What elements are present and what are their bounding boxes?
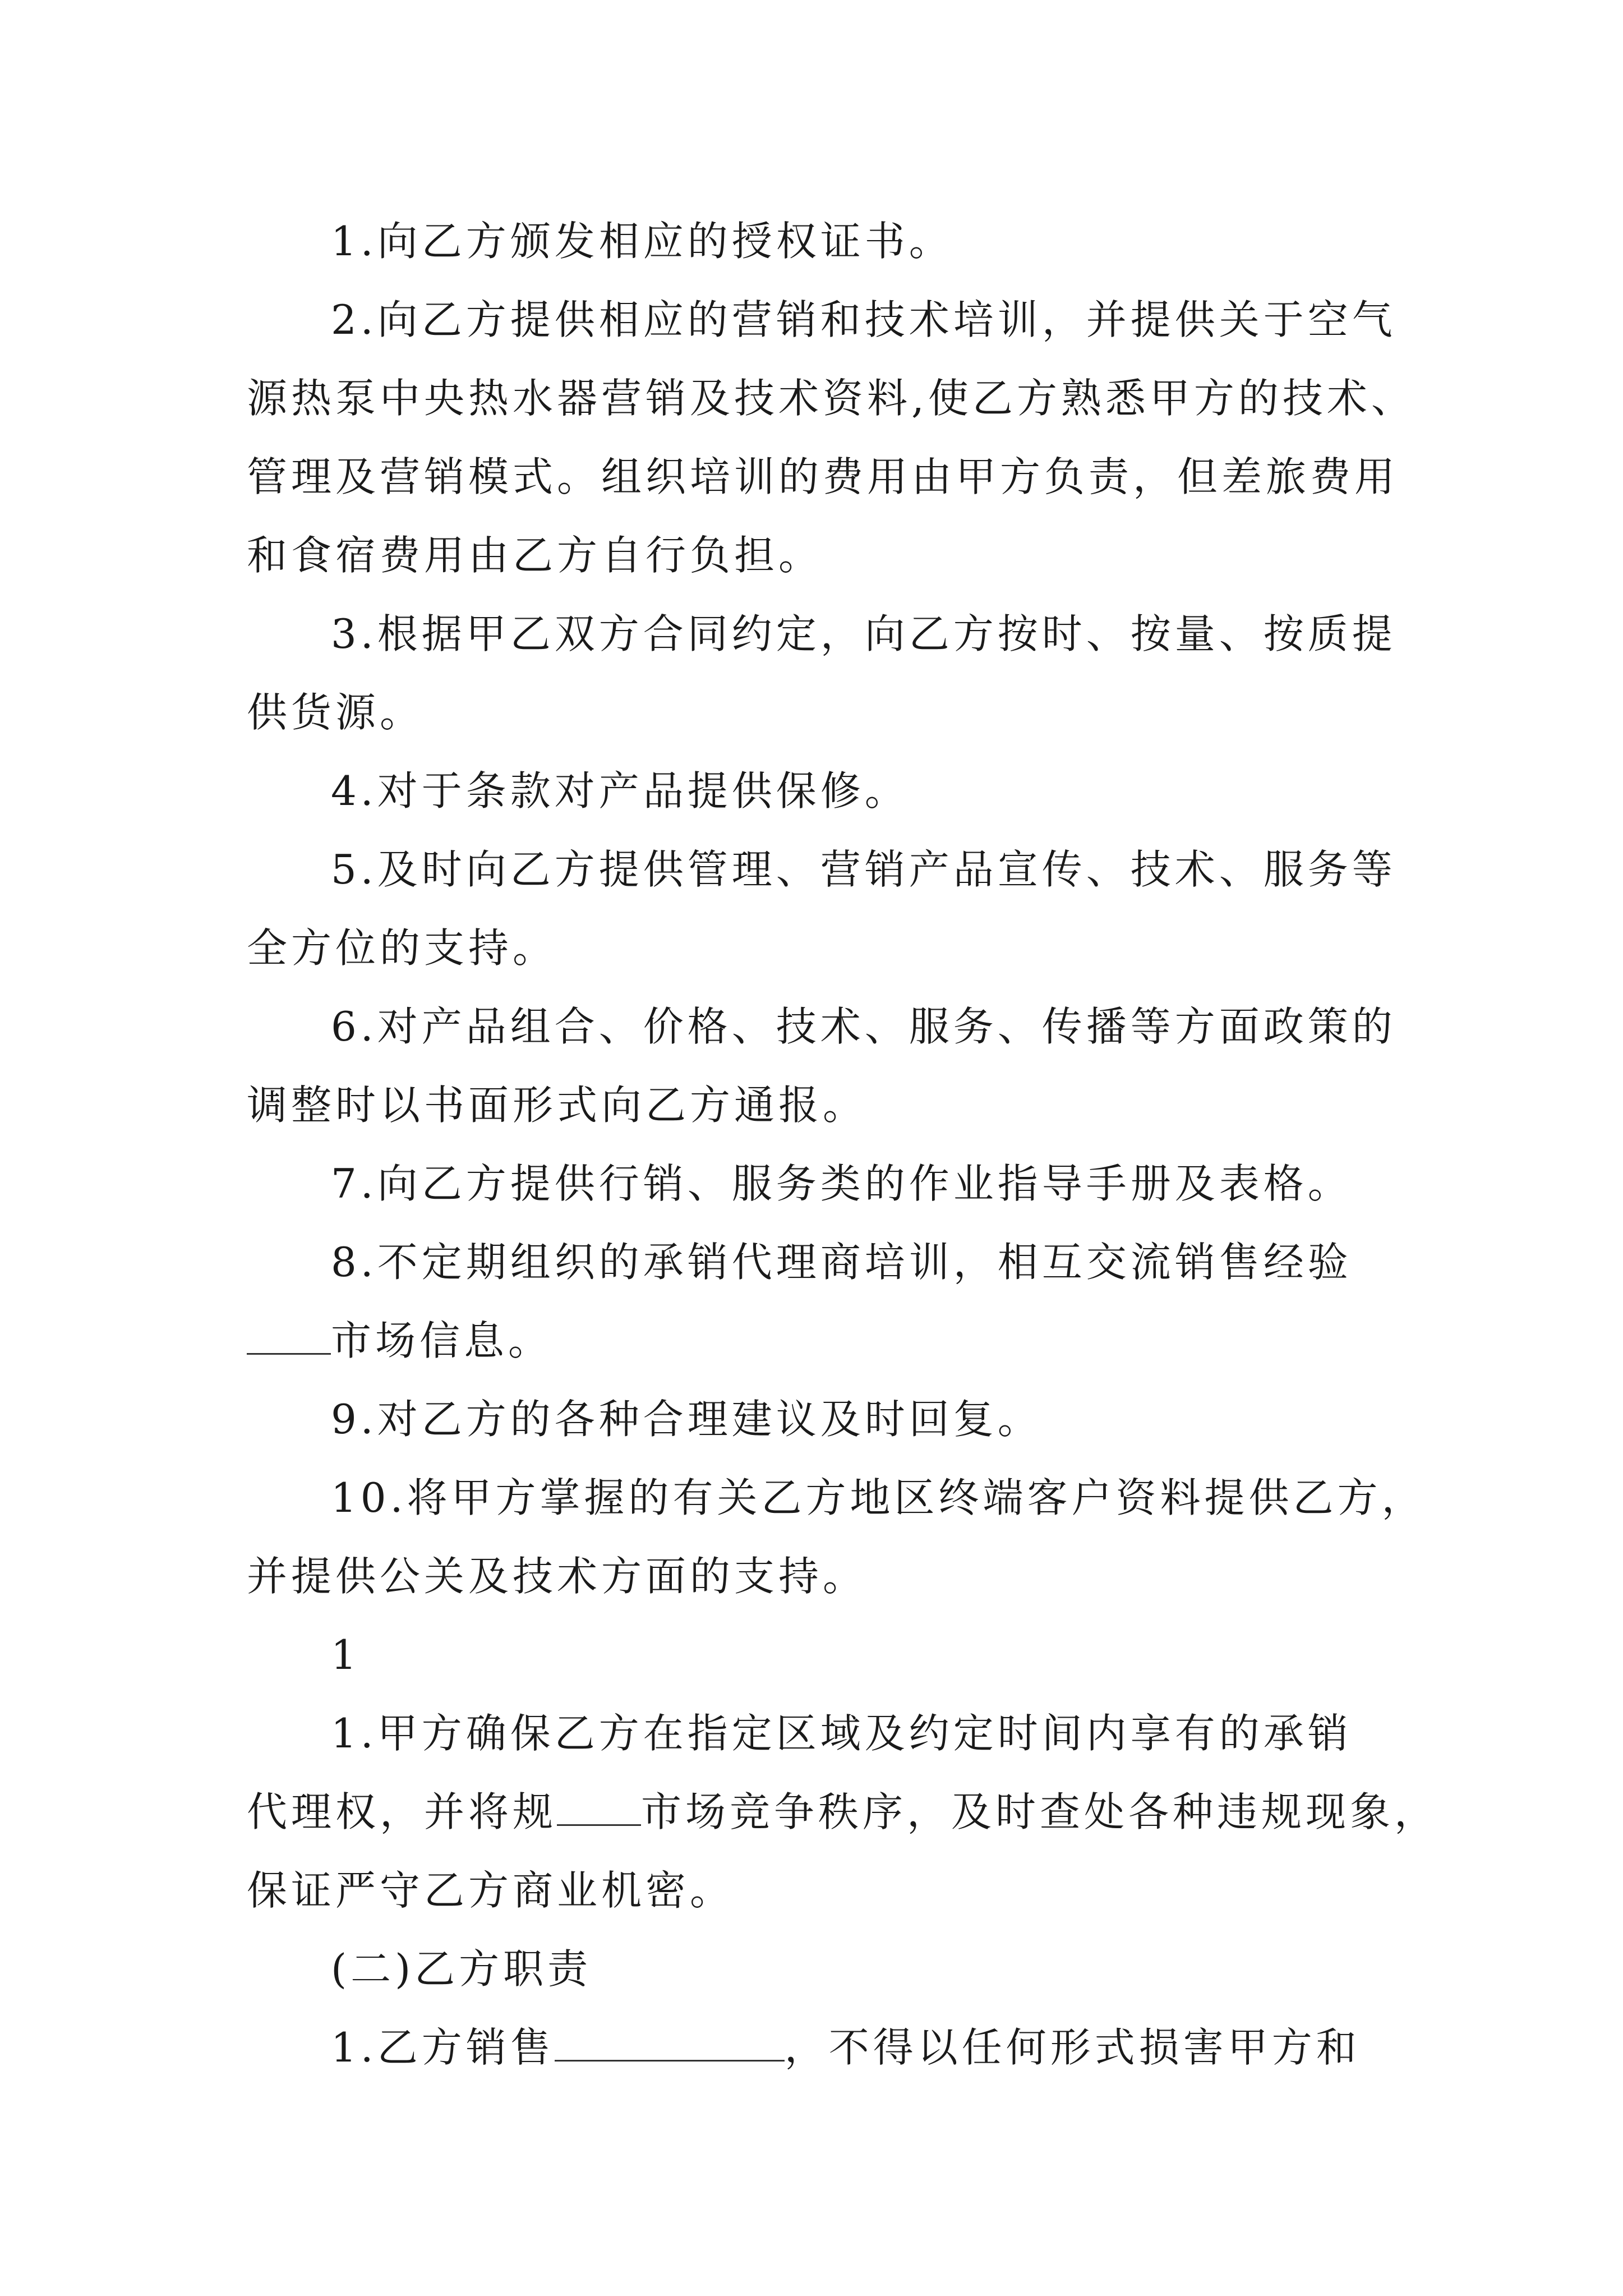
paragraph-line: 6.对产品组合、价格、技术、服务、传播等方面政策的 <box>331 1003 1396 1050</box>
fill-in-blank <box>557 1789 641 1826</box>
line-text-after: 市场信息。 <box>331 1317 553 1364</box>
paragraph-line <box>247 1784 1439 1840</box>
section-number: 1 <box>331 1631 361 1678</box>
paragraph-line: 保证严守乙方商业机密。 <box>247 1867 735 1914</box>
paragraph-line: 10.将甲方掌握的有关乙方地区终端客户资料提供乙方， <box>331 1474 1426 1521</box>
line-text-after: 市场竞争秩序，及时查处各种违规现象， <box>641 1788 1439 1835</box>
line-text-after: ，不得以任何形式损害甲方和 <box>784 2024 1361 2071</box>
paragraph-line: 2.向乙方提供相应的营销和技术培训，并提供关于空气 <box>331 296 1396 343</box>
section-heading: (二)乙方职责 <box>331 1945 592 1993</box>
paragraph-line <box>331 2019 1509 2076</box>
paragraph-line: 管理及营销模式。组织培训的费用由甲方负责，但差旅费用 <box>247 453 1399 500</box>
paragraph-line: 7.向乙方提供行销、服务类的作业指导手册及表格。 <box>331 1160 1352 1207</box>
fill-in-blank <box>555 2025 785 2062</box>
paragraph-line: 并提供公关及技术方面的支持。 <box>247 1553 868 1600</box>
fill-in-blank <box>247 1318 331 1355</box>
paragraph-line: 全方位的支持。 <box>247 924 557 972</box>
paragraph-line: 源热泵中央热水器营销及技术资料,使乙方熟悉甲方的技术、 <box>247 375 1415 422</box>
paragraph-line: 1.向乙方颁发相应的授权证书。 <box>331 218 953 265</box>
paragraph-line: 和食宿费用由乙方自行负担。 <box>247 532 823 579</box>
paragraph-line: 8.不定期组织的承销代理商培训，相互交流销售经验 <box>331 1239 1352 1286</box>
line-text-before: 1.乙方销售 <box>331 2024 555 2071</box>
paragraph-line: 1.甲方确保乙方在指定区域及约定时间内享有的承销 <box>331 1710 1352 1757</box>
paragraph-line <box>247 1313 1424 1369</box>
paragraph-line: 供货源。 <box>247 689 425 736</box>
paragraph-line: 9.对乙方的各种合理建议及时回复。 <box>331 1396 1042 1443</box>
paragraph-line: 调整时以书面形式向乙方通报。 <box>247 1082 868 1129</box>
paragraph-line: 3.根据甲乙双方合同约定，向乙方按时、按量、按质提 <box>331 610 1396 657</box>
paragraph-line: 5.及时向乙方提供管理、营销产品宣传、技术、服务等 <box>331 846 1396 893</box>
paragraph-line: 4.对于条款对产品提供保修。 <box>331 767 909 815</box>
line-text-before: 代理权，并将规 <box>247 1788 557 1835</box>
